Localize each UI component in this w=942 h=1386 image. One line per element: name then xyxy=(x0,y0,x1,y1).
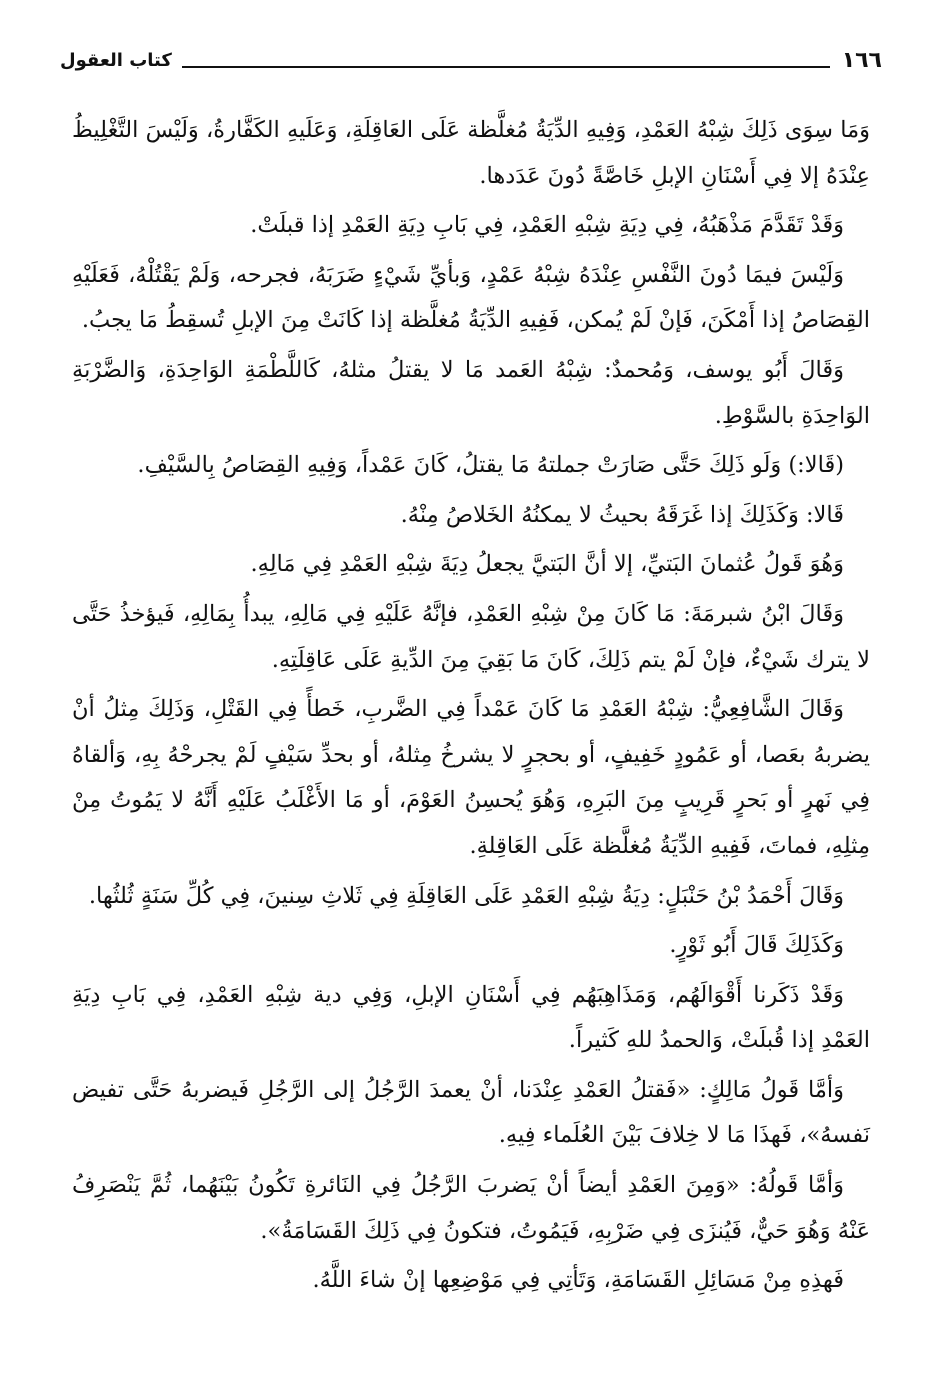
paragraph: وَلَيْسَ فيمَا دُونَ النَّفْسِ عِنْدَهُ شِبْهُ عَمْدٍ، وَبأيِّ شَيْءٍ ضَرَبَهُ، فجرحه، وَلَمْ يَقْتُلْهُ، فَعَلَيْهِ القِصَاصُ إذا أَمْكَنَ، فَإنْ لَمْ يُمكن، فَفِيهِ الدِّيَةُ مُغلَّظة إذا كَانَتْ مِنَ الإبلِ تُسقِطُ مَا يجبُ. xyxy=(72,261,870,334)
paragraph: وَقَالَ أَبُو يوسف، وَمُحمدٌ: شِبْهُ العَمد مَا لا يقتلُ مثلهُ، كَاللَّطْمَةِ الوَاحِدَةِ، وَالضَّرْبَةِ الوَاحِدَةِ بالسَّوْطِ. xyxy=(72,356,870,429)
paragraph: وَقَالَ الشَّافِعِيُّ: شِبْهُ العَمْدِ مَا كَانَ عَمْداً فِي الضَّربِ، خَطأً فِي القَتْلِ، وَذَلِكَ مِثلُ أنْ يضربهُ بعَصا، أو عَمُودٍ خَفِيفٍ، أو بحجرٍ لا يشرخُ مِثلهُ، أو بحدِّ سَيْفٍ لَمْ يجرحْهُ بِهِ، وَألقاهُ فِي نَهرٍ أو بَحرٍ قَرِيبٍ مِنَ البَرِهِ، وَهُوَ يُحسِنُ العَوْمَ، أو مَا الأَغْلَبُ عَلَيْهِ أَنَّهُ لا يَمُوتُ مِنْ مِثلِهِ، فماتَ، فَفِيهِ الدِّيَةُ مُغلَّظة عَلَى العَاقِلةِ. xyxy=(72,696,870,859)
paragraph: وَهُوَ قَولُ عُثمانَ البَتيِّ، إلا أنَّ البَتيَّ يجعلُ دِيَةَ شِبْهِ العَمْدِ فِي مَالِهِ. xyxy=(250,551,844,578)
paragraph: وَكَذَلِكَ قَالَ أَبُو ثَوْرٍ. xyxy=(669,932,844,959)
paragraph: وَقَالَ ابْنُ شبرمَةَ: مَا كَانَ مِنْ شِبْهِ العَمْدِ، فإنَّهُ عَلَيْهِ فِي مَالِهِ، يبدأُ بِمَالِهِ، فَيؤخذُ حَتَّى لا يترك شَيْءٌ، فإنْ لَمْ يتم ذَلِكَ، كَانَ مَا بَقِيَ مِنَ الدِّيةِ عَلَى عَاقِلَتِهِ. xyxy=(72,600,870,673)
paragraph: وَأمَّا قَولُ مَالِكٍ: «فَقتلُ العَمْدِ عِنْدَنا، أنْ يعمدَ الرَّجُلُ إلى الرَّجُلِ فَيضربهُ حَتَّى تفيض نَفسهُ»، فَهذَا مَا لا خِلافَ بَيْنَ العُلَماء فِيهِ. xyxy=(72,1076,870,1149)
paragraph: وَمَا سِوَى ذَلِكَ شِبْهُ العَمْدِ، وَفِيهِ الدِّيَةُ مُغلَّظة عَلَى العَاقِلَةِ، وَعَلَيهِ الكَفَّارةُ، وَلَيْسَ التَّغْلِيظُ عِنْدَهُ إلا فِي أَسْنَانِ الإبلِ خَاصَّةً دُونَ عَدَدها. xyxy=(72,117,870,189)
paragraph: قَالا: وَكَذَلِكَ إذا غَرَقَهُ بحيثُ لا يمكنُهُ الخَلاصُ مِنْهُ. xyxy=(400,501,844,528)
running-title: كتاب العقول xyxy=(60,50,172,71)
paragraph: وَأمَّا قَولُهُ: «وَمِنَ العَمْدِ أيضاً أنْ يَضربَ الرَّجُلُ فِي النَائرةِ تَكُونُ بَيْنَهُما، ثُمَّ يَنْصَرِفُ عَنْهُ وَهُوَ حَيٌّ، فَيُنزَى فِي ضَرْبِهِ، فَيَمُوتُ، فتكونُ فِي ذَلِكَ القَسَامَةُ». xyxy=(72,1172,870,1244)
page-header xyxy=(60,40,882,74)
header-rule xyxy=(182,66,830,68)
paragraph: (قَالا:) وَلَو ذَلِكَ حَتَّى صَارَتْ جملتهُ مَا يقتلُ، كَانَ عَمْداً، وَفِيهِ القِصَاصُ بِالسَّيْفِ. xyxy=(137,452,844,479)
paragraph: وَقَدْ تَقَدَّمَ مَذْهَبُهُ، فِي دِيَةِ شِبْهِ العَمْدِ، فِي بَابِ دِيَةِ العَمْدِ إذا قبلَتْ. xyxy=(250,212,844,239)
paragraph: وَقَدْ ذَكَرنا أَقْوَالَهُم، وَمَذَاهِبَهُم فِي أَسْنَانِ الإبلِ، وَفِي دية شِبْهِ العَمْدِ، فِي بَابِ دِيَةِ العَمْدِ إذا قُبلَتْ، وَالحمدُ للهِ كَثيراً. xyxy=(72,981,870,1054)
page-body xyxy=(72,108,870,1308)
page-number: ١٦٦ xyxy=(841,48,882,73)
paragraph: وَقَالَ أَحْمَدُ بْنُ حَنْبَلٍ: دِيَةُ شِبْهِ العَمْدِ عَلَى العَاقِلَةِ فِي ثَلاثِ سِنينَ، فِي كُلِّ سَنَةٍ ثُلثُها. xyxy=(88,882,844,909)
paragraph: فَهذِهِ مِنْ مَسَائِلِ القَسَامَةِ، وَتَأتِي فِي مَوْضِعِها إنْ شاءَ اللَّهُ. xyxy=(312,1267,844,1294)
